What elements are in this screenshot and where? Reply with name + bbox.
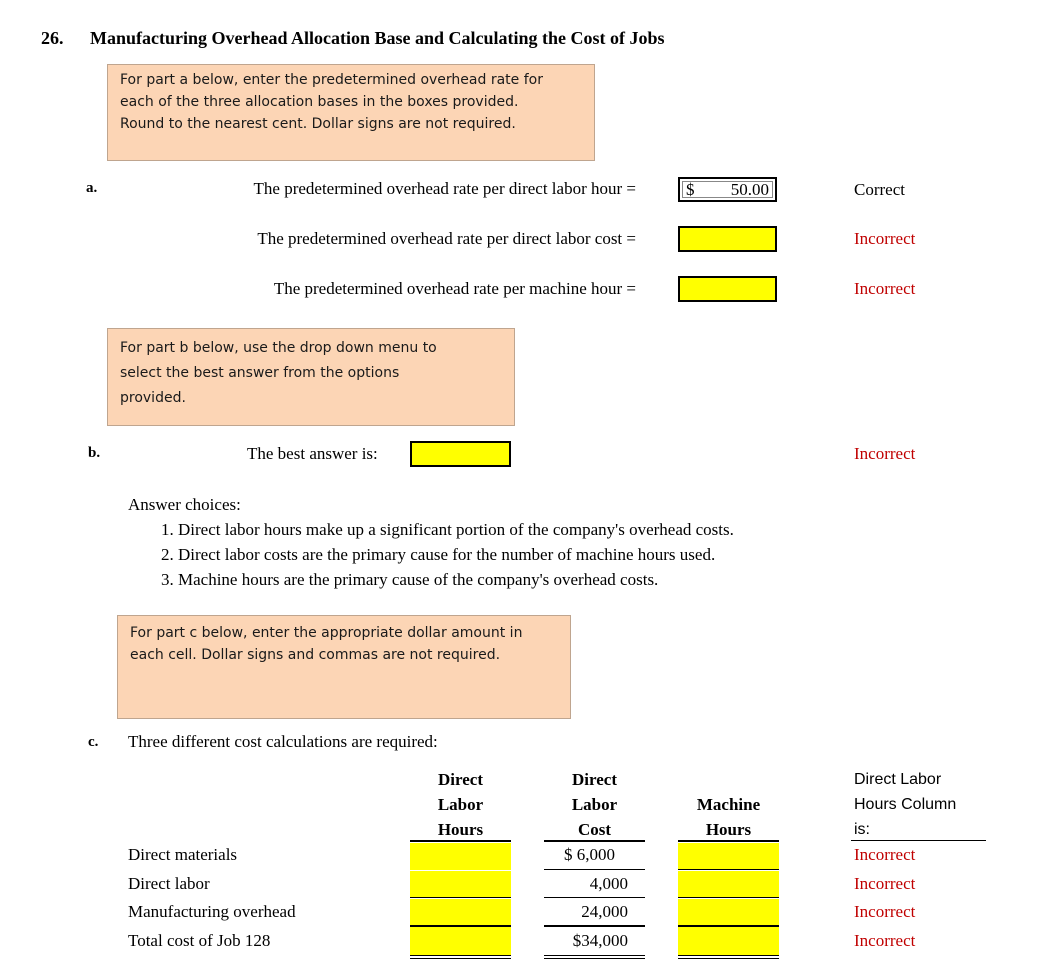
mh-input-manufacturing-overhead[interactable] [678, 899, 779, 926]
part-a-letter: a. [86, 180, 98, 196]
dlc-value-total-cost: $34,000 [572, 931, 628, 950]
rate-input-dlc[interactable] [678, 226, 777, 252]
column-header-mh: Machine Hours [696, 795, 761, 839]
double-underline [410, 958, 511, 959]
instruction-note-part-a [107, 64, 595, 161]
double-underline [544, 955, 645, 956]
dlc-value-direct-labor: 4,000 [589, 874, 628, 893]
rate-label-dlh: The predetermined overhead rate per direct labor hour = [253, 179, 636, 198]
note-line: provided. [120, 390, 186, 406]
note-line: For part c below, enter the appropriate dollar amount in [130, 625, 523, 641]
instruction-note-part-b [107, 328, 515, 426]
question-number: 26. [41, 28, 64, 48]
cell-divider [544, 869, 645, 870]
status-direct-labor: Incorrect [854, 874, 916, 893]
cell-divider [410, 897, 511, 898]
status-best-answer: Incorrect [854, 444, 916, 463]
cell-divider [678, 869, 779, 870]
header-underline [678, 840, 779, 842]
cell-divider [678, 897, 779, 898]
mh-input-direct-labor[interactable] [678, 871, 779, 898]
part-b-letter: b. [88, 445, 101, 461]
cell-divider [678, 925, 779, 927]
dlh-input-manufacturing-overhead[interactable] [410, 899, 511, 926]
answer-choice-2: 2. Direct labor costs are the primary cause for the number of machine hours used. [178, 542, 734, 567]
double-underline [544, 958, 645, 959]
rate-value-dlh: 50.00 [730, 179, 769, 199]
best-answer-label: The best answer is: [247, 444, 378, 463]
status-column-header: Direct Labor Hours Column is: [854, 771, 957, 838]
cell-divider [410, 925, 511, 927]
rate-label-mh: The predetermined overhead rate per machine hour = [273, 279, 636, 298]
row-label-total-cost: Total cost of Job 128 [128, 931, 271, 950]
dlc-value-manufacturing-overhead: 24,000 [581, 902, 628, 921]
dlh-input-total-cost[interactable] [410, 927, 511, 955]
double-underline [410, 955, 511, 956]
rate-input-dlh[interactable] [678, 177, 777, 202]
header-underline [851, 840, 986, 841]
currency-symbol: $ [686, 179, 695, 199]
status-direct-materials: Incorrect [854, 845, 916, 864]
dlh-input-direct-labor[interactable] [410, 871, 511, 898]
status-rate-mh: Incorrect [854, 279, 916, 298]
status-manufacturing-overhead: Incorrect [854, 902, 916, 921]
status-rate-dlc: Incorrect [854, 229, 916, 248]
double-underline [678, 958, 779, 959]
answer-choices [128, 492, 734, 592]
note-line: select the best answer from the options [120, 365, 400, 381]
row-label-direct-labor: Direct labor [128, 874, 210, 893]
note-line: each cell. Dollar signs and commas are not required. [130, 647, 501, 663]
header-underline [544, 840, 645, 842]
answer-choices-title: Answer choices: [128, 495, 241, 514]
best-answer-dropdown[interactable] [410, 441, 511, 467]
status-rate-dlh: Correct [854, 180, 905, 199]
dlh-input-direct-materials[interactable] [410, 843, 511, 870]
rate-input-mh[interactable] [678, 276, 777, 302]
part-c-intro: Three different cost calculations are required: [128, 732, 438, 751]
note-line: For part a below, enter the predetermined overhead rate for [120, 72, 543, 88]
cell-divider [544, 897, 645, 898]
row-label-direct-materials: Direct materials [128, 845, 238, 864]
column-header-dlh: Direct Labor Hours [437, 770, 484, 839]
row-label-manufacturing-overhead: Manufacturing overhead [128, 902, 296, 921]
mh-input-direct-materials[interactable] [678, 843, 779, 870]
double-underline [678, 955, 779, 956]
part-c-letter: c. [88, 734, 99, 750]
cell-divider [544, 925, 645, 927]
question-title: Manufacturing Overhead Allocation Base and Calculating the Cost of Jobs [90, 28, 665, 48]
header-underline [410, 840, 511, 842]
note-line: Round to the nearest cent. Dollar signs are not required. [120, 116, 516, 132]
status-total-cost: Incorrect [854, 931, 916, 950]
column-header-dlc: Direct Labor Cost [571, 770, 618, 839]
note-line: each of the three allocation bases in the boxes provided. [120, 94, 519, 110]
dlc-value-direct-materials: $ 6,000 [564, 845, 615, 864]
note-line: For part b below, use the drop down menu to [120, 340, 437, 356]
instruction-note-part-c [117, 615, 571, 719]
answer-choice-1: 1. Direct labor hours make up a significant portion of the company's overhead costs. [178, 517, 734, 542]
rate-label-dlc: The predetermined overhead rate per direct labor cost = [257, 229, 636, 248]
mh-input-total-cost[interactable] [678, 927, 779, 955]
answer-choice-3: 3. Machine hours are the primary cause of the company's overhead costs. [178, 567, 734, 592]
